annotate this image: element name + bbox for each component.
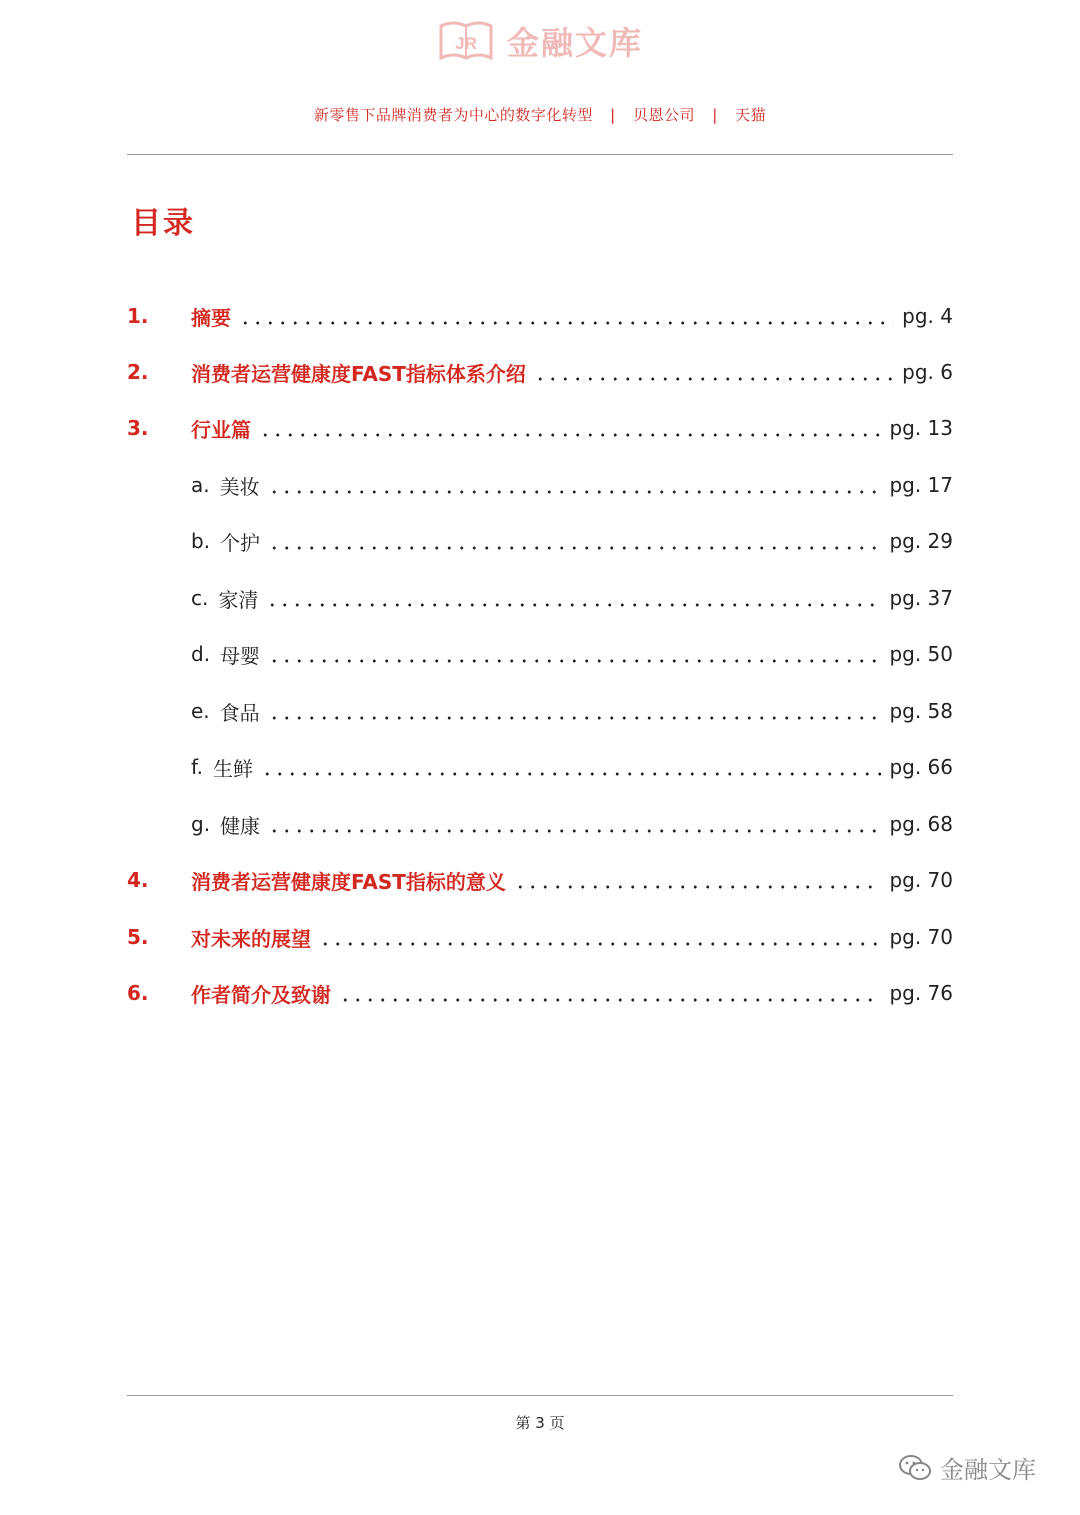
- toc-subentry-page: pg. 29: [889, 529, 953, 553]
- wechat-icon: [898, 1453, 932, 1483]
- toc-entry-1[interactable]: [127, 296, 953, 336]
- toc-subentry-e[interactable]: [127, 691, 953, 731]
- header-divider: [127, 154, 953, 155]
- toc-entry-page: pg. 13: [889, 416, 953, 440]
- toc-subentry-label: 生鲜: [212, 756, 253, 781]
- toc-subentry-page: pg. 66: [889, 755, 953, 779]
- toc-subentry-b[interactable]: [127, 521, 953, 561]
- toc-subentry-label: 母婴: [220, 643, 261, 668]
- header-company: 贝恩公司: [632, 106, 695, 124]
- toc-entry-label: 行业篇: [191, 417, 251, 442]
- toc-subentry-label: 健康: [220, 813, 261, 838]
- toc-entry-5[interactable]: [127, 917, 953, 957]
- toc-entry-4[interactable]: [127, 860, 953, 900]
- toc-entry-number: 2.: [127, 360, 149, 384]
- footer-divider: [127, 1395, 953, 1396]
- toc-entry-6[interactable]: [127, 973, 953, 1013]
- toc-entry-label: 摘要: [191, 305, 231, 330]
- toc-subentry-letter: c.: [191, 586, 209, 610]
- header-separator: |: [712, 106, 718, 124]
- toc-entry-3[interactable]: [127, 408, 953, 448]
- corner-brand: [898, 1450, 1036, 1485]
- toc-entry-page: pg. 70: [889, 925, 953, 949]
- document-header: [0, 104, 1080, 125]
- toc-subentry-g[interactable]: [127, 804, 953, 844]
- toc-subentry-label: 家清: [218, 587, 259, 612]
- toc-entry-page: pg. 6: [902, 360, 953, 384]
- dot-leader: [259, 418, 881, 438]
- watermark-brand: 金融文库: [506, 24, 643, 62]
- toc-subentry-label: 个护: [220, 530, 261, 555]
- toc-subentry-letter: a.: [191, 473, 210, 497]
- toc-entry-page: pg. 70: [889, 868, 953, 892]
- dot-leader: [239, 306, 894, 326]
- toc-subentry-page: pg. 68: [889, 812, 953, 836]
- toc-entry-page: pg. 76: [889, 981, 953, 1005]
- toc-entry-number: 1.: [127, 304, 149, 328]
- dot-leader: [319, 927, 881, 947]
- toc-subentry-letter: d.: [191, 642, 211, 666]
- toc-entry-number: 4.: [127, 868, 149, 892]
- toc-entry-label: 作者简介及致谢: [191, 982, 331, 1007]
- dot-leader: [534, 362, 894, 382]
- toc-subentry-label: 美妆: [219, 474, 260, 499]
- svg-text:JR: JR: [455, 34, 477, 53]
- toc-entry-2[interactable]: [127, 352, 953, 392]
- dot-leader: [261, 757, 881, 777]
- toc-subentry-d[interactable]: [127, 634, 953, 674]
- toc-subentry-page: pg. 17: [889, 473, 953, 497]
- toc-subentry-page: pg. 58: [889, 699, 953, 723]
- toc-subentry-page: pg. 50: [889, 642, 953, 666]
- toc-entry-number: 6.: [127, 981, 149, 1005]
- toc-entry-number: 3.: [127, 416, 149, 440]
- toc-subentry-c[interactable]: [127, 578, 953, 618]
- toc-entry-label: 消费者运营健康度FAST指标的意义: [191, 869, 506, 894]
- toc-subentry-letter: f.: [191, 755, 203, 779]
- toc-entry-label: 对未来的展望: [191, 926, 311, 951]
- toc-title: 目录: [131, 206, 195, 241]
- header-title: 新零售下品牌消费者为中心的数字化转型: [313, 106, 593, 124]
- book-logo-icon: [437, 18, 495, 64]
- header-separator: |: [610, 106, 616, 124]
- toc-subentry-a[interactable]: [127, 465, 953, 505]
- dot-leader: [268, 701, 882, 721]
- dot-leader: [268, 814, 881, 834]
- toc-subentry-letter: b.: [191, 529, 211, 553]
- dot-leader: [266, 588, 881, 608]
- dot-leader: [268, 531, 881, 551]
- page-number: 第 3 页: [515, 1414, 565, 1432]
- toc-entry-page: pg. 4: [902, 304, 953, 328]
- toc-subentry-f[interactable]: [127, 747, 953, 787]
- toc-entry-label: 消费者运营健康度FAST指标体系介绍: [191, 361, 526, 386]
- dot-leader: [339, 983, 881, 1003]
- toc-subentry-page: pg. 37: [889, 586, 953, 610]
- toc-entry-number: 5.: [127, 925, 149, 949]
- header-partner: 天猫: [735, 106, 767, 124]
- dot-leader: [268, 644, 881, 664]
- dot-leader: [514, 870, 882, 890]
- toc-subentry-letter: e.: [191, 699, 210, 723]
- corner-brand-text: 金融文库: [940, 1456, 1036, 1484]
- toc-subentry-letter: g.: [191, 812, 211, 836]
- watermark-logo: [0, 18, 1080, 64]
- dot-leader: [268, 475, 882, 495]
- toc-subentry-label: 食品: [219, 700, 260, 725]
